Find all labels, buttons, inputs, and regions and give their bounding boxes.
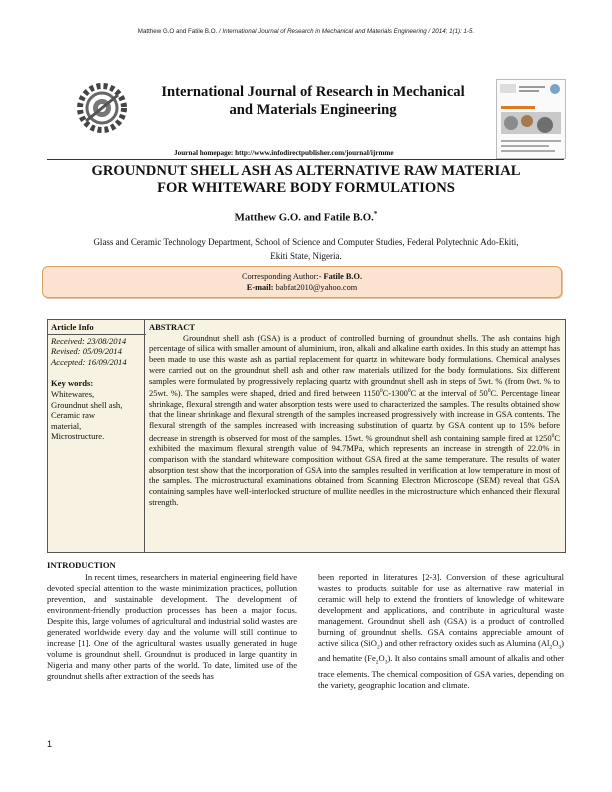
affiliation: [60, 236, 552, 263]
introduction-text-col1: In recent times, researchers in material engineering field have devoted special attention to the waste minimization practices, pollution prevention, and sustainable development. The development of environment-friendly production processes has been a major focus. Despite this, large volumes of agricultural and industrial solid wastes are generated worldwide every day and the volume will still continue to increase [1]. One of the agricultural wastes usually generated in huge volume is groundnut shell. Groundnut is produced in large quantity in Nigeria and many other parts of the world. To date, limited use of the groundnut shells after extraction of the seeds has: [47, 571, 297, 681]
journal-homepage[interactable]: Journal homepage: http://www.infodirectpublisher.com/journal/ijrmme: [174, 149, 394, 157]
degree-mark: 0: [551, 432, 555, 439]
corresponding-author-label: Corresponding Author:-: [241, 272, 324, 281]
journal-title-line2: and Materials Engineering: [229, 102, 397, 118]
abstract-part: C exhibited the maximum flexural strength value of 94.7MPa, which represents an increase in strength of 22.0% in comparison with the standard whiteware composition without GSA fired at the same temperature. The results of water absorption test show that the incorporation of GSA into the samples resulted in verification at low temperature in most of the samples. The microstructural examinations obtained from Scanning Electron Microscope (SEM) reveal that GSA containing samples have well-interlocked structure of mullite needles in the microstructure which enhanced their flexural strength.: [149, 432, 560, 507]
keywords-heading: Key words:: [51, 378, 94, 389]
author-names: Matthew G.O. and Fatile B.O.: [234, 211, 374, 224]
journal-title: [133, 83, 493, 119]
subscript: 3: [384, 660, 388, 667]
abstract-part: C. Percentage linear shrinkage, flexural strength and water absorption tests were used to characterized the samples. The results obtained show that the linear shrinkage and flexural strength of the samples increased progressively with increase in GSA contents. The flexural strength of the samples increased with increasing substitution of quartz by GSA content up to 15% before decrease in strength is observed for most of the samples. 15wt. % groundnut shell ash containing sample fired at 1250: [149, 388, 560, 443]
keyword: Whitewares,: [51, 388, 95, 399]
corresponding-author-line: [43, 271, 561, 282]
intro-part: ) and hematite (Fe: [318, 637, 564, 664]
degree-mark: 0: [487, 388, 491, 395]
running-header-journal: / International Journal of Research in Mechanical and Materials Engineering / 2014; 1(1): 1-5.: [218, 28, 475, 35]
introduction-heading: INTRODUCTION: [47, 560, 116, 570]
intro-part: ). It also contains small amount of alkalis and other trace elements. The chemical composition of GSA varies, depending on the variety, geographic location and climate.: [318, 653, 565, 690]
paper-title-line2: FOR WHITEWARE BODY FORMULATIONS: [157, 180, 455, 196]
article-info-rule: [48, 334, 146, 335]
abstract-part: Groundnut shell ash (GSA) is a product of controlled burning of groundnut shells. The ash contains high percentage of silica with smaller amount of aluminium, iron, alkali and alkaline earth oxides. In this study an attempt has been made to use this waste ash as partial replacement for quartz in whiteware body formulations. Chemical analyses were carried out on the groundnut shell ash and other raw materials utilized for the body formulations. Six different samples were formulated by progressively replacing quartz with groundnut shell ash in steps of 5wt. % (from 0wt. % to 25wt. %). The samples were shaped, dried and fired between 1150: [149, 332, 560, 399]
running-header: [0, 28, 612, 35]
journal-cover-image: [496, 79, 566, 159]
corresponding-author-name: Fatile B.O.: [323, 272, 363, 281]
affiliation-line2: Ekiti State, Nigeria.: [270, 250, 342, 261]
accepted-date: Accepted: 16/09/2014: [51, 356, 127, 367]
body-column-right: [318, 572, 564, 691]
degree-mark: 0: [407, 388, 411, 395]
article-dates: [51, 336, 143, 368]
journal-title-line1: International Journal of Research in Mechanical: [161, 84, 465, 100]
revised-date: Revised: 05/09/2014: [51, 346, 122, 357]
header-divider: [47, 159, 564, 160]
keyword: material,: [51, 420, 82, 431]
journal-logo-icon: [73, 79, 131, 137]
affiliation-line1: Glass and Ceramic Technology Department, School of Science and Computer Studies, Federal Polytechnic Ado-Ekiti,: [93, 237, 519, 247]
subscript: 3: [558, 644, 562, 651]
author-mark: *: [373, 210, 378, 218]
abstract-text: [149, 333, 560, 508]
introduction-text-col2: [318, 572, 564, 691]
abstract-part: C at the interval of 50: [410, 388, 488, 399]
article-info: [51, 322, 143, 442]
article-info-heading: Article Info: [51, 322, 94, 332]
subscript: 2: [549, 644, 553, 651]
corresponding-author-box: [42, 266, 562, 298]
corresponding-email-line: [43, 282, 561, 293]
article-info-abstract-box: [47, 319, 566, 553]
subscript: 2: [375, 660, 379, 667]
intro-part: O: [552, 637, 559, 648]
email-label: E-mail:: [246, 283, 276, 292]
page-number: 1: [47, 739, 53, 749]
email-address[interactable]: babfat2010@yahoo.com: [275, 283, 358, 292]
abstract-part: C-1300: [382, 388, 408, 399]
running-header-authors: Matthew G.O and Fatile B.O.: [137, 28, 219, 35]
subscript: 2: [376, 644, 380, 651]
keyword: Microstructure.: [51, 431, 105, 442]
paper-title-line1: GROUNDNUT SHELL ASH AS ALTERNATIVE RAW MATERIAL: [91, 163, 521, 179]
abstract: [149, 322, 560, 508]
keyword: Ceramic raw: [51, 410, 96, 421]
intro-part: been reported in literatures [2-3]. Conversion of these agricultural wastes to products suitable for use as alternative raw material in ceramic will help to extend the frontiers of knowledge of whiteware development and applications, and contribute in agricultural waste management. Groundnut shell ash (GSA) is a product of controlled burning of groundnut shells. GSA contains appreciable amount of active silica (SiO: [318, 572, 564, 648]
degree-mark: 0: [379, 388, 383, 395]
intro-part: O: [378, 653, 385, 664]
info-divider: [144, 320, 145, 552]
cover-thumbnail-icon: [497, 80, 565, 158]
authors: [0, 210, 612, 224]
received-date: Received: 23/08/2014: [51, 335, 127, 346]
abstract-heading: ABSTRACT: [149, 322, 195, 332]
paper-title: [40, 163, 572, 197]
intro-part: ) and other refractory oxides such as Alumina (Al: [379, 637, 550, 648]
body-column-left: [47, 560, 297, 681]
keyword: Groundnut shell ash,: [51, 399, 123, 410]
